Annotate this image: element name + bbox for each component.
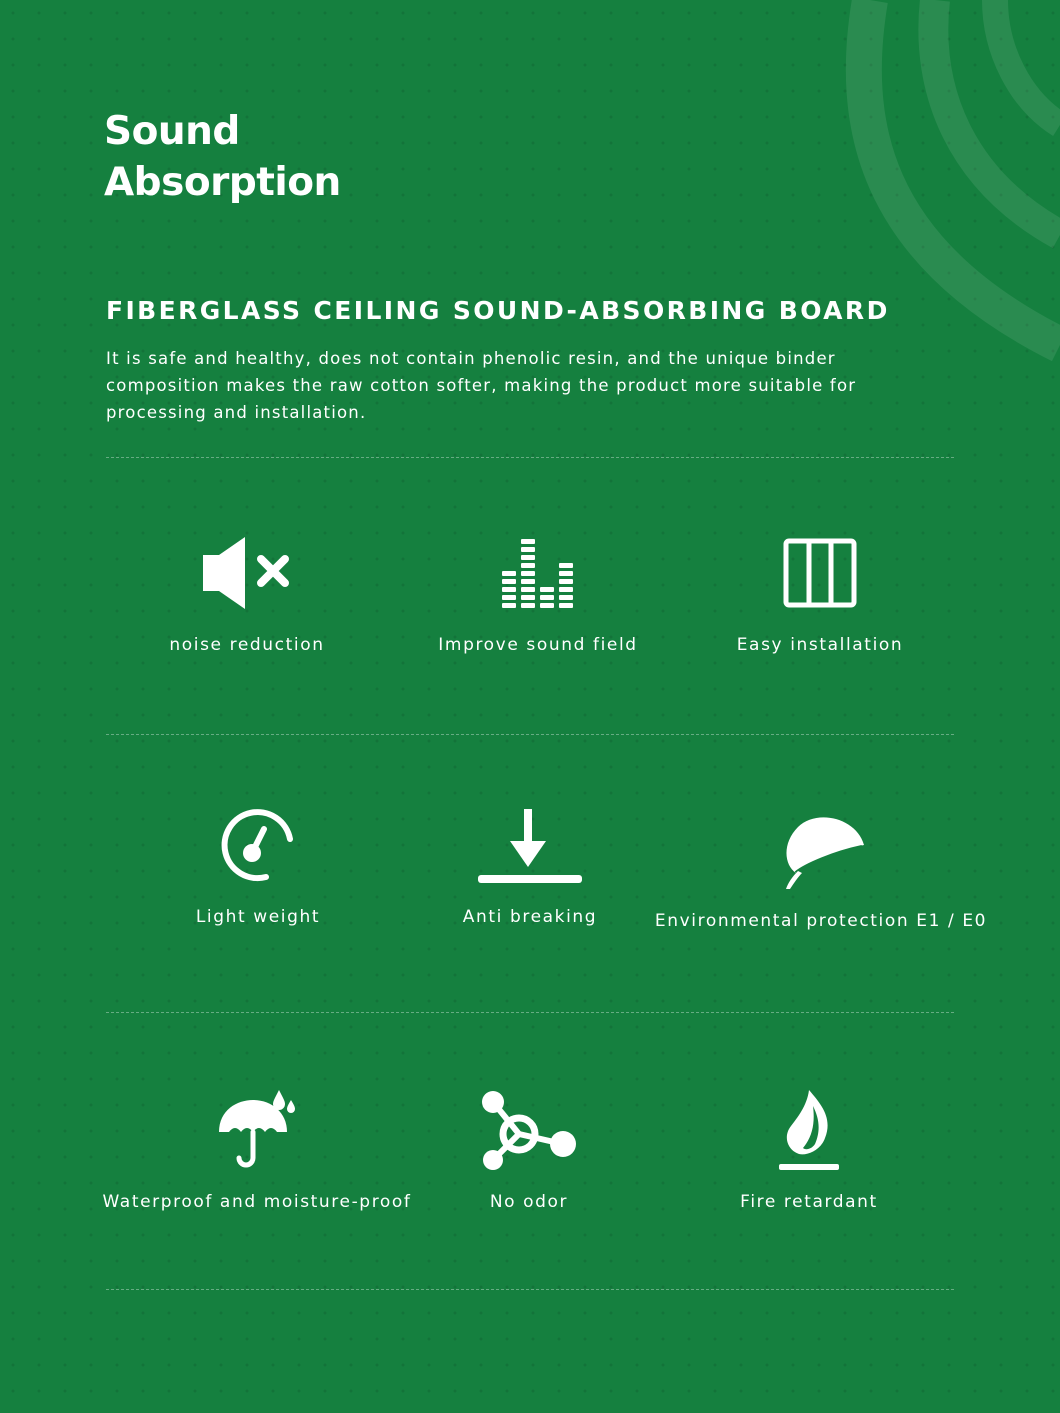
- feature-label: Waterproof and moisture-proof: [102, 1192, 412, 1212]
- gauge-icon: [203, 797, 313, 893]
- equalizer-icon: [483, 525, 593, 621]
- divider: [106, 1012, 954, 1013]
- feature-noise-reduction: [82, 525, 412, 655]
- feature-improve-sound-field: [373, 525, 703, 655]
- feature-environmental-protection: [656, 801, 986, 931]
- title-line-2: Absorption: [104, 160, 341, 205]
- feature-label: noise reduction: [169, 635, 325, 655]
- title-line-1: Sound: [104, 109, 240, 154]
- arrow-down-icon: [475, 797, 585, 893]
- product-heading: FIBERGLASS CEILING SOUND-ABSORBING BOARD: [106, 296, 890, 325]
- feature-anti-breaking: [365, 797, 695, 927]
- flame-icon: [754, 1082, 864, 1178]
- molecule-icon: [474, 1082, 584, 1178]
- divider: [106, 734, 954, 735]
- feature-label: Environmental protection E1 / E0: [654, 911, 988, 931]
- divider: [106, 1289, 954, 1290]
- divider: [106, 457, 954, 458]
- feature-fire-retardant: [644, 1082, 974, 1212]
- feature-label: Fire retardant: [740, 1192, 878, 1212]
- feature-label: Light weight: [195, 907, 321, 927]
- product-description: It is safe and healthy, does not contain phenolic resin, and the unique binder composition makes the raw cotton softer, making the product more suitable for processing and installation.: [106, 349, 857, 422]
- feature-label: No odor: [489, 1192, 569, 1212]
- feature-label: Anti breaking: [462, 907, 598, 927]
- feature-label: Improve sound field: [438, 635, 638, 655]
- page-title: [104, 106, 341, 208]
- leaf-icon: [766, 801, 876, 897]
- feature-easy-installation: [655, 525, 985, 655]
- panels-icon: [765, 525, 875, 621]
- umbrella-icon: [202, 1082, 312, 1178]
- speaker-mute-icon: [192, 525, 302, 621]
- feature-label: Easy installation: [736, 635, 904, 655]
